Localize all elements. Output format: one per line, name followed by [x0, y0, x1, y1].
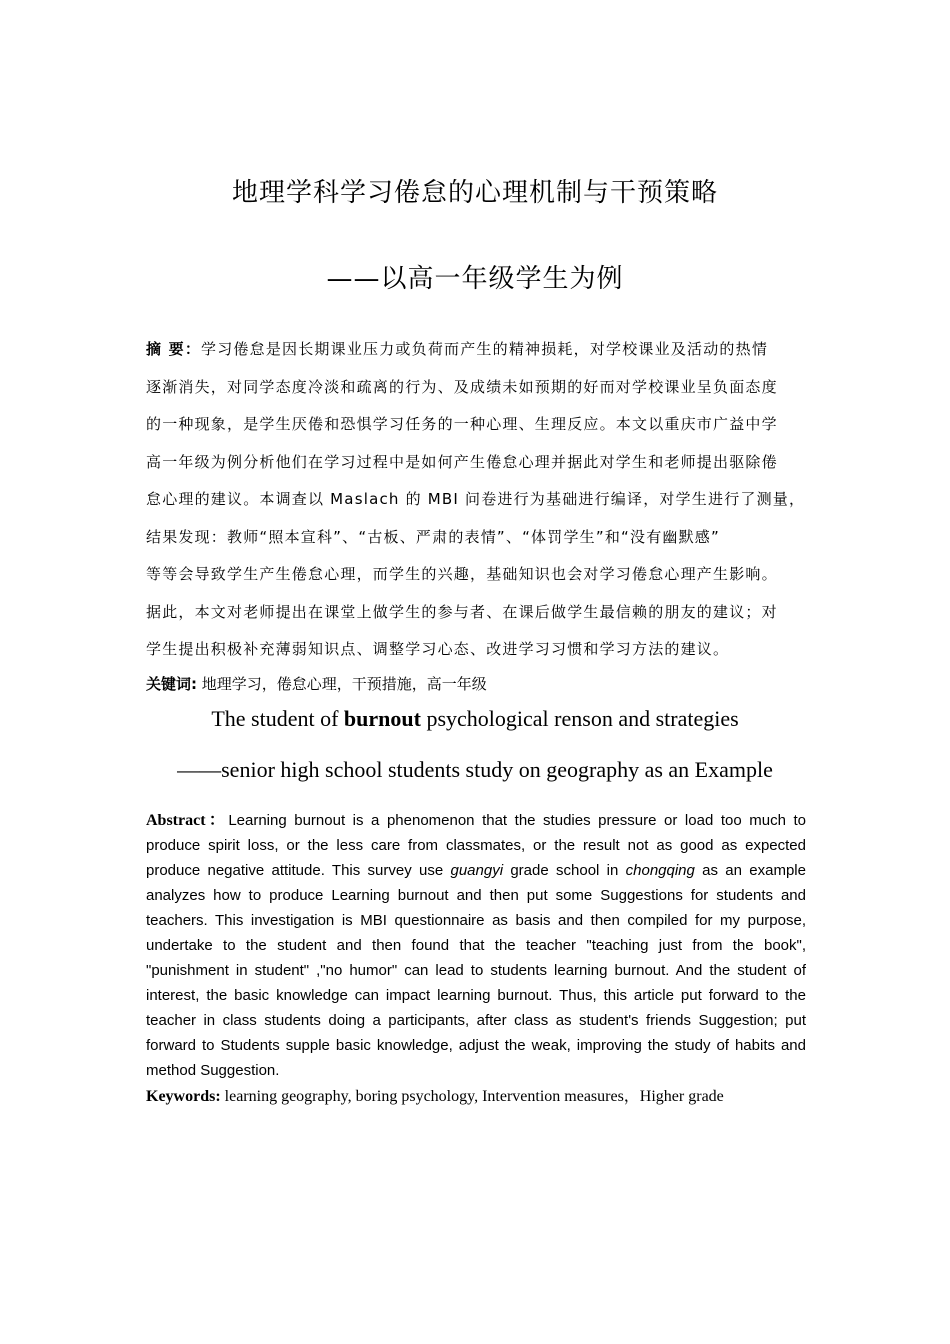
- chinese-abstract-line: 据此，本文对老师提出在课堂上做学生的参与者、在课后做学生最信赖的朋友的建议；对: [146, 602, 778, 621]
- english-abstract-line: Abstract：Learning burnout is a phenomenon that the studies pressure or load too much to: [146, 812, 806, 829]
- chinese-abstract-line: 逐渐消失，对同学态度冷淡和疏离的行为、及成绩未如预期的好而对学校课业呈负面态度: [146, 377, 778, 396]
- chinese-abstract-line: 摘 要：学习倦怠是因长期课业压力或负荷而产生的精神损耗，对学校课业及活动的热情: [146, 340, 769, 358]
- english-keywords-label: Keywords:: [146, 1088, 221, 1105]
- english-abstract: [146, 808, 806, 1083]
- chinese-keywords-text: 地理学习，倦怠心理，干预措施，高一年级: [201, 675, 487, 693]
- english-abstract-line: produce negative attitude. This survey use guangyi grade school in chongqing as an example: [146, 862, 806, 879]
- chinese-abstract-line: 等等会导致学生产生倦怠心理，而学生的兴趣，基础知识也会对学习倦怠心理产生影响。: [146, 565, 778, 583]
- chinese-title: 地理学科学习倦怠的心理机制与干预策略: [231, 178, 718, 208]
- english-keywords: [146, 1083, 724, 1106]
- chinese-abstract-line: 结果发现：教师“照本宣科”、“古板、严肃的表情”、“体罚学生”和“没有幽默感”: [146, 527, 720, 546]
- english-abstract-line: method Suggestion.: [146, 1062, 280, 1079]
- chinese-abstract: [146, 338, 816, 676]
- chinese-abstract-line: 的一种现象，是学生厌倦和恐惧学习任务的一种心理、生理反应。本文以重庆市广益中学: [146, 415, 778, 433]
- english-abstract-line: analyzes how to produce Learning burnout and then put some Suggestions for students and: [146, 887, 806, 904]
- english-abstract-line: "punishment in student" ,"no humor" can lead to students learning burnout. And the student of: [146, 962, 806, 979]
- english-abstract-label: Abstract：: [146, 812, 229, 829]
- english-title-bold-word: burnout: [343, 706, 421, 731]
- english-title: The student of burnout psychological renson and strategies: [211, 706, 739, 731]
- english-keywords-text: learning geography, boring psychology, Intervention measures，Higher grade: [220, 1088, 724, 1105]
- chinese-keywords: [146, 673, 487, 694]
- english-abstract-line: undertake to the student and then found that the teacher "teaching just from the book",: [146, 937, 806, 954]
- english-abstract-line: teacher in class students doing a participants, after class as student's friends Suggestion; put: [146, 1012, 806, 1029]
- english-abstract-line: forward to Students supple basic knowledge, adjust the weak, improving the study of habits and: [146, 1037, 806, 1054]
- chinese-abstract-line: 学生提出积极补充薄弱知识点、调整学习心态、改进学习习惯和学习方法的建议。: [146, 640, 730, 658]
- chinese-abstract-label: 摘 要：: [146, 340, 202, 358]
- english-abstract-line: teachers. This investigation is MBI questionnaire as basis and then compiled for my purpose,: [146, 912, 806, 929]
- chinese-keywords-label: 关键词:: [146, 675, 197, 693]
- english-abstract-line: interest, the basic knowledge can impact learning burnout. Thus, this article put forward to the: [146, 987, 806, 1004]
- chinese-abstract-line: 高一年级为例分析他们在学习过程中是如何产生倦怠心理并据此对学生和老师提出驱除倦: [146, 452, 778, 471]
- english-abstract-line: produce spirit loss, or the less care from classmates, or the result not as good as expected: [146, 837, 806, 854]
- chinese-abstract-line: 怠心理的建议。本调查以 Maslach 的 MBI 问卷进行为基础进行编译，对学生进行了测量，: [146, 490, 806, 508]
- chinese-subtitle: ——以高一年级学生为例: [326, 264, 624, 294]
- english-subtitle: ——senior high school students study on geography as an Example: [177, 757, 773, 782]
